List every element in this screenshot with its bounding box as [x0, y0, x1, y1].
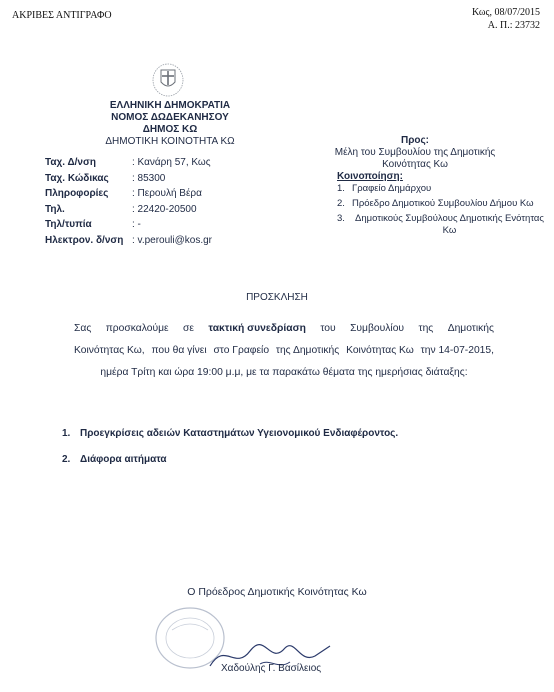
- contact-value: : 22420-20500: [132, 203, 197, 215]
- meeting-type: τακτική συνεδρίαση: [208, 323, 306, 334]
- phrase: της Δημοτικής: [275, 345, 340, 356]
- phrase: στο Γραφείο: [213, 345, 270, 356]
- word: Σας: [74, 323, 92, 334]
- cc-item-text: Γραφείο Δημάρχου: [352, 183, 432, 194]
- word: της: [418, 323, 434, 334]
- agenda-list: [62, 428, 398, 480]
- org-line-prefecture: ΝΟΜΟΣ ΔΩΔΕΚΑΝΗΣΟΥ: [111, 112, 229, 123]
- protocol-number: Α. Π.: 23732: [487, 20, 540, 31]
- invitation-body: [74, 318, 494, 384]
- copy-mark: ΑΚΡΙΒΕΣ ΑΝΤΙΓΡΑΦΟ: [12, 10, 112, 21]
- issuing-authority: [100, 100, 240, 148]
- org-line-municipality: ΔΗΜΟΣ ΚΩ: [142, 124, 198, 135]
- cc-item-number: 1.: [337, 183, 345, 194]
- cc-item: [337, 213, 547, 237]
- document-date: Κως, 08/07/2015: [472, 7, 540, 18]
- agenda-item-text: Διάφορα αιτήματα: [80, 454, 167, 465]
- agenda-item: [62, 428, 398, 454]
- signer-name: Χαδούλης Γ. Βασίλειος: [221, 663, 322, 674]
- contact-email: : v.perouli@kos.gr: [132, 234, 212, 246]
- contact-label: Τηλ.: [45, 203, 65, 215]
- agenda-item-text: Προεγκρίσεις αδειών Καταστημάτων Υγειονομικού Ενδιαφέροντος.: [80, 428, 399, 439]
- invitation-line: [74, 318, 494, 340]
- greek-emblem-icon: [151, 60, 185, 98]
- cc-item: [337, 183, 547, 195]
- word: σε: [183, 323, 194, 334]
- phrase: Κοινότητας Κω: [346, 345, 414, 356]
- recipient-block: [305, 135, 525, 171]
- agenda-item-number: 1.: [62, 428, 71, 439]
- org-line-republic: ΕΛΛΗΝΙΚΗ ΔΗΜΟΚΡΑΤΙΑ: [109, 100, 231, 111]
- agenda-item: [62, 454, 398, 480]
- word: του: [320, 323, 336, 334]
- word: προσκαλούμε: [105, 323, 169, 334]
- cc-item-text: Πρόεδρο Δημοτικού Συμβουλίου Δήμου Κω: [352, 198, 534, 209]
- invitation-line: ημέρα Τρίτη και ώρα 19:00 μ.μ, με τα παρακάτω θέματα της ημερήσιας διάταξης:: [100, 367, 468, 378]
- org-line-community: ΔΗΜΟΤΙΚΗ ΚΟΙΝΟΤΗΤΑ ΚΩ: [105, 136, 235, 147]
- date-protocol-block: [472, 6, 540, 32]
- agenda-item-number: 2.: [62, 454, 71, 465]
- contact-label: Ταχ. Δ/νση: [45, 157, 96, 168]
- cc-item: [337, 198, 547, 210]
- contact-label: Τηλ/τυπία: [45, 219, 92, 230]
- cc-list: [337, 183, 547, 240]
- recipient-title: Προς:: [400, 135, 430, 146]
- cc-item-number: 3.: [337, 213, 345, 224]
- invitation-line: [74, 340, 494, 362]
- phrase: Κοινότητας Κω,: [74, 345, 145, 356]
- word: Δημοτικής: [447, 323, 494, 334]
- word: Συμβουλίου: [350, 323, 405, 334]
- recipient-line: Μέλη του Συμβουλίου της Δημοτικής: [334, 147, 496, 158]
- contact-label: Πληροφορίες: [45, 188, 109, 199]
- contact-value: : -: [132, 219, 141, 230]
- cc-item-number: 2.: [337, 198, 345, 209]
- invitation-heading: ΠΡΟΣΚΛΗΣΗ: [246, 292, 308, 303]
- phrase: που θα γίνει: [151, 345, 207, 356]
- contact-label: Ταχ. Κώδικας: [45, 172, 109, 184]
- contact-value: : Κανάρη 57, Κως: [132, 157, 211, 168]
- cc-title: Κοινοποίηση:: [337, 171, 403, 182]
- contact-label: Ηλεκτρον. δ/νση: [45, 234, 124, 246]
- president-title: Ο Πρόεδρος Δημοτικής Κοινότητας Κω: [187, 586, 367, 598]
- contact-value: : Περουλή Βέρα: [132, 188, 202, 199]
- meeting-date: την 14-07-2015,: [420, 345, 494, 356]
- cc-item-text: Δημοτικούς Συμβούλους Δημοτικής Ενότητας Κω: [354, 213, 545, 236]
- contact-value: : 85300: [132, 172, 166, 184]
- recipient-line: Κοινότητας Κω: [382, 159, 448, 170]
